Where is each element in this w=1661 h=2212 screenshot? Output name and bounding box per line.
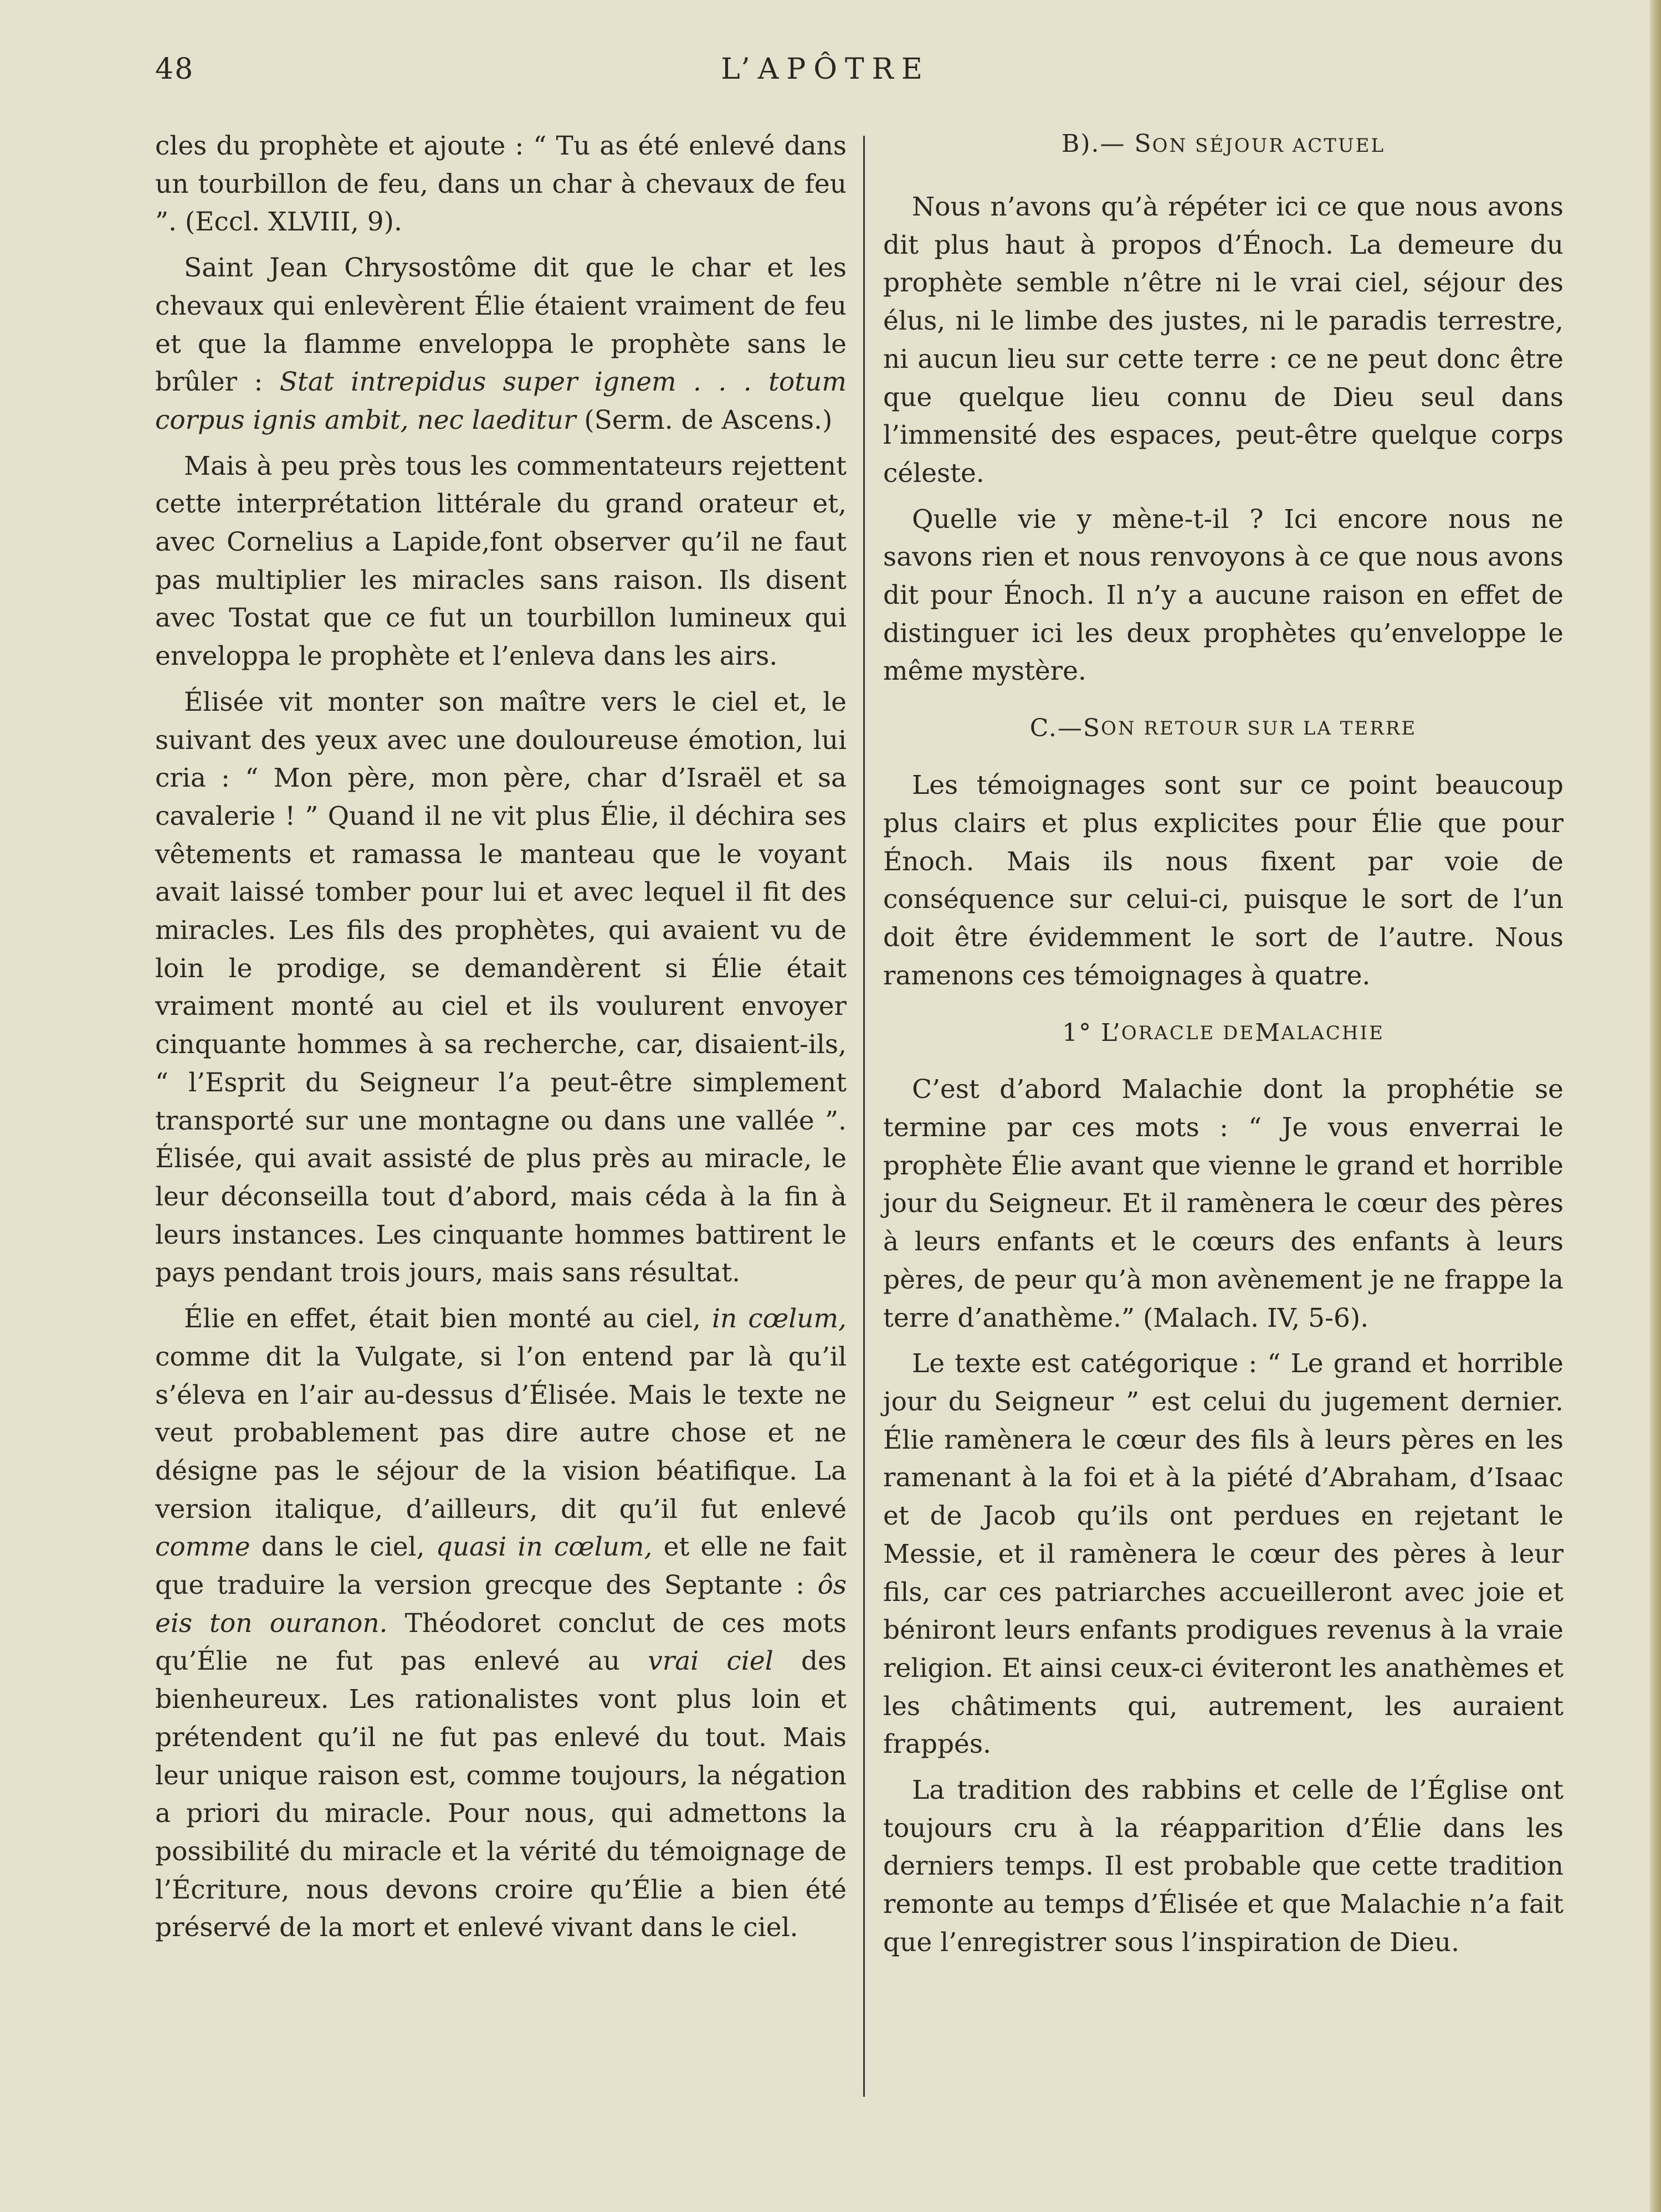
right-paragraph-2: Quelle vie y mène-t-il ? Ici encore nous ne savons rien et nous renvoyons à ce que nous avons dit pour Énoch. Il n’y a aucune raison en effet de distinguer ici les deux prophètes qu’enveloppe le même mystère. bbox=[883, 504, 1563, 687]
page-number: 48 bbox=[155, 53, 194, 86]
left-paragraph-2: Saint Jean Chrysostôme dit que le char et les chevaux qui enlevèrent Élie étaient vraiment de feu et que la flamme enveloppa le prophète sans le brûler : Stat intrepidus super ignem . . . totum corpus ignis ambit, nec laeditur (Serm. de Ascens.) bbox=[155, 253, 847, 435]
right-paragraph-5: Le texte est catégorique : “ Le grand et horrible jour du Seigneur ” est celui du jugement dernier. Élie ramènera le cœur des fils à leurs pères en les ramenant à la foi et à la piété d’Abraham, d’Isaac et de Jacob qu’ils ont perdues en rejetant le Messie, et il ramènera le cœur des pères à leur fils, car ces patriarches accueilleront avec joie et béniront leurs enfants prodigues revenus à la vraie religion. Et ainsi ceux-ci éviteront les anathèmes et les châtiments qui, autrement, les auraient frappés. bbox=[883, 1348, 1563, 1760]
right-paragraph-6: La tradition des rabbins et celle de l’Église ont toujours cru à la réapparition d’Élie dans les derniers temps. Il est probable que cette tradition remonte au temps d’Élisée et que Malachie n’a fait que l’enregistrer sous l’inspiration de Dieu. bbox=[883, 1775, 1563, 1958]
column-divider bbox=[863, 136, 865, 2097]
right-paragraph-3: Les témoignages sont sur ce point beaucoup plus clairs et plus explicites pour Élie que pour Énoch. Mais ils nous fixent par voie de conséquence sur celui-ci, puisque le sort de l’un doit être évidemment le sort de l’autre. Nous ramenons ces témoignages à quatre. bbox=[883, 770, 1563, 991]
left-paragraph-3: Mais à peu près tous les commentateurs rejettent cette interprétation littérale du grand orateur et, avec Cornelius a Lapide,font observer qu’il ne faut pas multiplier les miracles sans raison. Ils disent avec Tostat que ce fut un tourbillon lumineux qui enveloppa le prophète et l’enleva dans les airs. bbox=[155, 450, 847, 672]
section-heading-b: B).— SON SÉJOUR ACTUEL bbox=[1061, 130, 1386, 158]
latin-quote: Stat intrepidus super ignem . . . totum corpus ignis ambit, nec laeditur bbox=[155, 367, 847, 435]
right-paragraph-1: Nous n’avons qu’à répéter ici ce que nous avons dit plus haut à propos d’Énoch. La demeure du prophète semble n’être ni le vrai ciel, séjour des élus, ni le limbe des justes, ni le paradis terrestre, ni aucun lieu sur cette terre : ce ne peut donc être que quelque lieu connu de Dieu seul dans l’immensité des espaces, peut-être quelque corps céleste. bbox=[883, 192, 1563, 489]
right-column bbox=[883, 127, 1563, 1962]
left-paragraph-4: Élisée vit monter son maître vers le ciel et, le suivant des yeux avec une douloureuse émotion, lui cria : “ Mon père, mon père, char d’Israël et sa cavalerie ! ” Quand il ne vit plus Élie, il déchira ses vêtements et ramassa le manteau que le voyant avait laissé tomber pour lui et avec lequel il fit des miracles. Les fils des prophètes, qui avaient vu de loin le prodige, se demandèrent si Élie était vraiment monté au ciel et ils voulurent envoyer cinquante hommes à sa recherche, car, disaient-ils, “ l’Esprit du Seigneur l’a peut-être simplement transporté sur une montagne ou dans une vallée ”. Élisée, qui avait assisté de plus près au miracle, le leur déconseilla tout d’abord, mais céda à la fin à leurs instances. Les cinquante hommes battirent le pays pendant trois jours, mais sans résultat. bbox=[155, 686, 847, 1289]
left-paragraph-1: cles du prophète et ajoute : “ Tu as été enlevé dans un tourbillon de feu, dans un char à chevaux de feu ”. (Eccl. XLVIII, 9). bbox=[155, 131, 847, 238]
left-column bbox=[155, 127, 847, 1947]
right-paragraph-4: C’est d’abord Malachie dont la prophétie se termine par ces mots : “ Je vous enverrai le prophète Élie avant que vienne le grand et horrible jour du Seigneur. Et il ramènera le cœur des pères à leurs enfants et le cœurs des enfants à leurs pères, de peur qu’à mon avènement je ne frappe la terre d’anathème.” (Malach. IV, 5-6). bbox=[883, 1074, 1563, 1333]
running-title: L’APÔTRE bbox=[721, 53, 930, 86]
page-header bbox=[155, 53, 1496, 91]
page-edge bbox=[1650, 0, 1661, 2212]
left-paragraph-5: Élie en effet, était bien monté au ciel, in cœlum, comme dit la Vulgate, si l’on entend par là qu’il s’éleva en l’air au-dessus d’Élisée. Mais le texte ne veut probablement pas dire autre chose et ne désigne pas le séjour de la vision béatifique. La version italique, d’ailleurs, dit qu’il fut enlevé comme dans le ciel, quasi in cœlum, et elle ne fait que traduire la version grecque des Septante : ôs eis ton ouranon. Théodoret conclut de ces mots qu’Élie ne fut pas enlevé au vrai ciel des bienheureux. Les rationalistes vont plus loin et prétendent qu’il ne fut pas enlevé du tout. Mais leur unique raison est, comme toujours, la négation a priori du miracle. Pour nous, qui admettons la possibilité du miracle et la vérité du témoignage de l’Écriture, nous devons croire qu’Élie a bien été préservé de la mort et enlevé vivant dans le ciel. bbox=[155, 1303, 847, 1943]
section-heading-malachie: 1° L’ ORACLE DE M ALACHIE bbox=[1062, 1018, 1385, 1047]
section-heading-c: C.—S ON RETOUR SUR LA TERRE bbox=[1029, 714, 1417, 743]
